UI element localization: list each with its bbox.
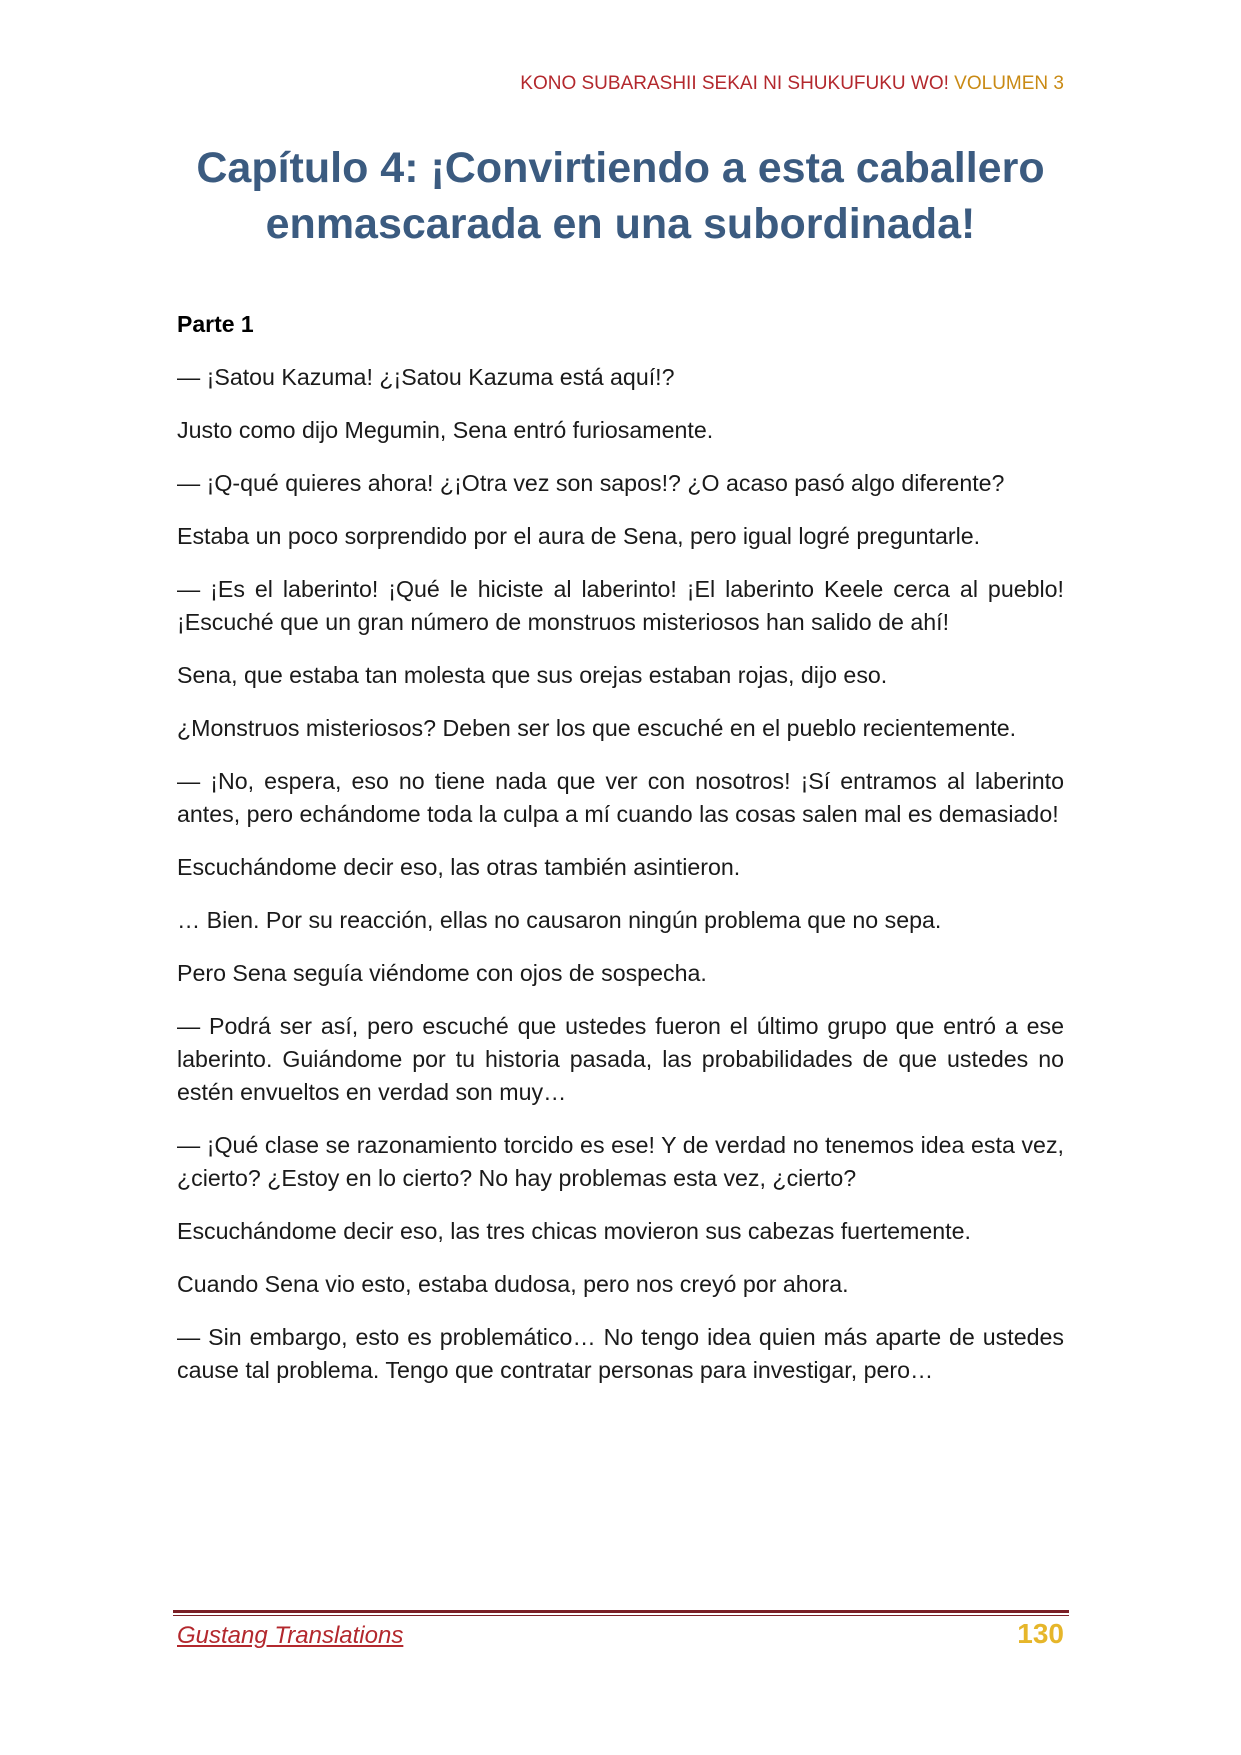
paragraph: — Sin embargo, esto es problemático… No tengo idea quien más aparte de ustedes cause tal problema. Tengo que contratar personas para investigar, pero… (177, 1324, 1064, 1383)
paragraph: Escuchándome decir eso, las tres chicas movieron sus cabezas fuertemente. (177, 1218, 971, 1244)
running-header-series: KONO SUBARASHII SEKAI NI SHUKUFUKU WO! (520, 73, 949, 94)
footer-translator: Gustang Translations (177, 1622, 404, 1649)
section-heading: Parte 1 (177, 311, 254, 337)
paragraph: ¿Monstruos misteriosos? Deben ser los que escuché en el pueblo recientemente. (177, 715, 1017, 741)
paragraph: — ¡Es el laberinto! ¡Qué le hiciste al laberinto! ¡El laberinto Keele cerca al pueblo! ¡Escuché que un gran número de monstruos misteriosos han salido de ahí! (177, 576, 1064, 635)
footer-divider-thin (173, 1615, 1069, 1616)
paragraph: Estaba un poco sorprendido por el aura de Sena, pero igual logré preguntarle. (177, 523, 981, 549)
paragraph: Cuando Sena vio esto, estaba dudosa, pero nos creyó por ahora. (177, 1271, 849, 1297)
paragraph: Justo como dijo Megumin, Sena entró furiosamente. (177, 417, 714, 443)
body-text (177, 308, 1064, 1407)
paragraph: Escuchándome decir eso, las otras también asintieron. (177, 854, 741, 880)
running-header (520, 73, 1064, 95)
chapter-title (150, 140, 1091, 252)
paragraph: … Bien. Por su reacción, ellas no causaron ningún problema que no sepa. (177, 907, 942, 933)
paragraph: Sena, que estaba tan molesta que sus orejas estaban rojas, dijo eso. (177, 662, 888, 688)
paragraph: — ¡Satou Kazuma! ¿¡Satou Kazuma está aquí!? (177, 364, 675, 390)
paragraph: — ¡Q-qué quieres ahora! ¿¡Otra vez son sapos!? ¿O acaso pasó algo diferente? (177, 470, 1005, 496)
page-number: 130 (1017, 1618, 1064, 1649)
running-header-volume: VOLUMEN 3 (948, 73, 1064, 94)
chapter-title-line1: Capítulo 4: ¡Convirtiendo a esta caballero (196, 144, 1045, 192)
paragraph: — Podrá ser así, pero escuché que ustedes fueron el último grupo que entró a ese laberinto. Guiándome por tu historia pasada, las probabilidades de que ustedes no estén envueltos en verdad son muy… (177, 1013, 1064, 1105)
paragraph: Pero Sena seguía viéndome con ojos de sospecha. (177, 960, 707, 986)
paragraph: — ¡No, espera, eso no tiene nada que ver con nosotros! ¡Sí entramos al laberinto antes, pero echándome toda la culpa a mí cuando las cosas salen mal es demasiado! (177, 768, 1064, 827)
footer-divider (173, 1610, 1069, 1613)
chapter-title-line2: enmascarada en una subordinada! (265, 200, 976, 248)
paragraph: — ¡Qué clase se razonamiento torcido es ese! Y de verdad no tenemos idea esta vez, ¿cierto? ¿Estoy en lo cierto? No hay problemas esta vez, ¿cierto? (177, 1132, 1064, 1191)
